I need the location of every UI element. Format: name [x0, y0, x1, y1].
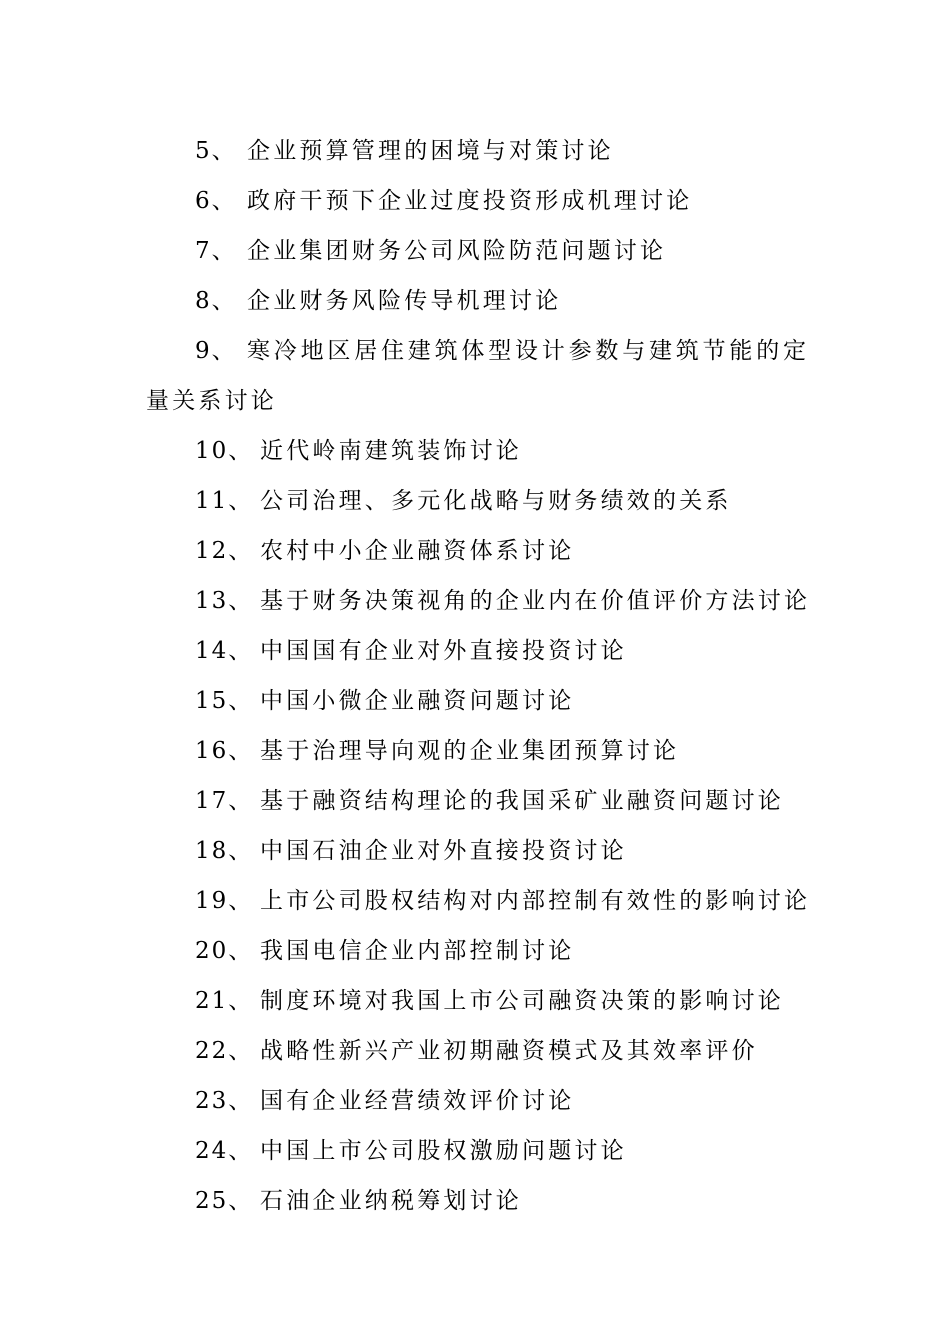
item-title: 基于融资结构理论的我国采矿业融资问题讨论	[260, 788, 784, 814]
list-item	[0, 926, 950, 976]
list-item	[0, 676, 950, 726]
item-title: 石油企业纳税筹划讨论	[260, 1188, 522, 1214]
item-title: 农村中小企业融资体系讨论	[260, 538, 575, 564]
item-title: 基于财务决策视角的企业内在价值评价方法讨论	[260, 588, 811, 614]
list-item	[0, 876, 950, 926]
item-number: 14、	[195, 638, 254, 664]
item-number: 25、	[195, 1188, 254, 1214]
item-number: 12、	[195, 538, 254, 564]
item-title: 政府干预下企业过度投资形成机理讨论	[247, 188, 693, 214]
item-title: 企业预算管理的困境与对策讨论	[247, 138, 614, 164]
item-number: 19、	[195, 888, 254, 914]
item-number: 16、	[195, 738, 254, 764]
list-item	[0, 576, 950, 626]
item-title: 寒冷地区居住建筑体型设计参数与建筑节能的定	[247, 338, 810, 364]
item-number: 13、	[195, 588, 254, 614]
item-title: 公司治理、多元化战略与财务绩效的关系	[260, 488, 732, 514]
item-title: 中国国有企业对外直接投资讨论	[260, 638, 627, 664]
topic-list	[0, 126, 950, 1226]
item-title: 中国上市公司股权激励问题讨论	[260, 1138, 627, 1164]
item-title: 国有企业经营绩效评价讨论	[260, 1088, 575, 1114]
item-title: 中国石油企业对外直接投资讨论	[260, 838, 627, 864]
list-item	[0, 1126, 950, 1176]
list-item	[0, 476, 950, 526]
list-item	[0, 276, 950, 326]
item-number: 5、	[195, 138, 237, 164]
list-item	[0, 776, 950, 826]
item-number: 23、	[195, 1088, 254, 1114]
item-number: 24、	[195, 1138, 254, 1164]
list-item	[0, 526, 950, 576]
item-number: 15、	[195, 688, 254, 714]
list-item	[0, 1176, 950, 1226]
item-title: 中国小微企业融资问题讨论	[260, 688, 575, 714]
item-number: 18、	[195, 838, 254, 864]
list-item	[0, 226, 950, 276]
item-number: 7、	[195, 238, 237, 264]
item-title: 战略性新兴产业初期融资模式及其效率评价	[260, 1038, 758, 1064]
item-number: 17、	[195, 788, 254, 814]
item-title: 我国电信企业内部控制讨论	[260, 938, 575, 964]
item-number: 20、	[195, 938, 254, 964]
list-item	[0, 1076, 950, 1126]
item-number: 6、	[195, 188, 237, 214]
item-number: 9、	[195, 338, 237, 364]
item-number: 21、	[195, 988, 254, 1014]
item-number: 22、	[195, 1038, 254, 1064]
list-item	[0, 626, 950, 676]
list-item	[0, 326, 950, 426]
list-item	[0, 426, 950, 476]
list-item	[0, 726, 950, 776]
item-title: 制度环境对我国上市公司融资决策的影响讨论	[260, 988, 784, 1014]
list-item	[0, 126, 950, 176]
item-number: 10、	[195, 438, 254, 464]
item-title-continuation: 量关系讨论	[146, 388, 277, 414]
item-title: 企业集团财务公司风险防范问题讨论	[247, 238, 667, 264]
list-item	[0, 1026, 950, 1076]
item-title: 企业财务风险传导机理讨论	[247, 288, 562, 314]
list-item	[0, 976, 950, 1026]
list-item	[0, 176, 950, 226]
item-number: 11、	[195, 488, 254, 514]
list-item	[0, 826, 950, 876]
item-title: 基于治理导向观的企业集团预算讨论	[260, 738, 680, 764]
item-title: 近代岭南建筑装饰讨论	[260, 438, 522, 464]
item-title: 上市公司股权结构对内部控制有效性的影响讨论	[260, 888, 811, 914]
item-number: 8、	[195, 288, 237, 314]
